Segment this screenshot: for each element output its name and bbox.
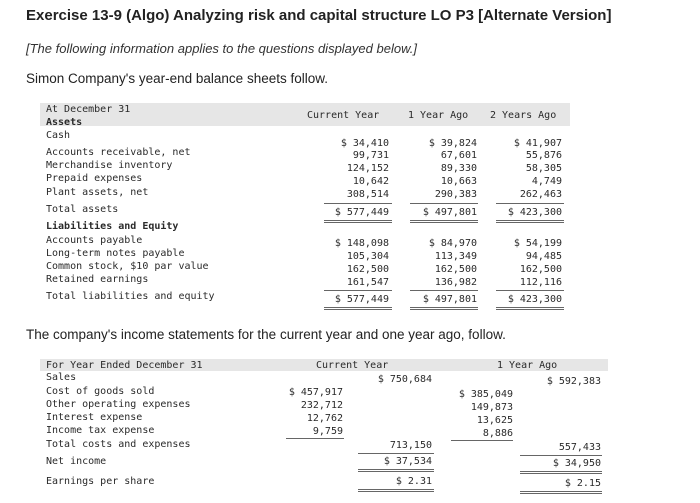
cell-value: $ 497,801 <box>422 207 477 218</box>
cell-value: 4,749 <box>531 176 562 187</box>
subtotal-rule <box>286 438 344 439</box>
col-1-year-ago: 1 Year Ago <box>408 110 469 121</box>
col-1-year-ago: 1 Year Ago <box>497 360 558 371</box>
col-current-year: Current Year <box>316 360 389 371</box>
cell-value: $ 34,410 <box>340 138 389 149</box>
cell-value: 113,349 <box>434 251 477 262</box>
cell-value: $ 577,449 <box>334 207 389 218</box>
cell-value: 12,762 <box>306 413 343 424</box>
cell-value: 162,500 <box>519 264 562 275</box>
cell-value: $ 385,049 <box>458 389 513 400</box>
row-label: Cost of goods sold <box>46 386 155 397</box>
cell-value: 161,547 <box>346 277 389 288</box>
balance-sheet-intro: Simon Company's year-end balance sheets follow. <box>26 71 328 86</box>
assets-heading: Assets <box>46 117 83 128</box>
total-double-rule <box>496 220 564 223</box>
sales-label: Sales <box>46 372 77 383</box>
row-label: Plant assets, net <box>46 187 149 198</box>
total-costs-label: Total costs and expenses <box>46 439 191 450</box>
subtotal-rule <box>324 203 392 204</box>
cell-value: 94,485 <box>525 251 562 262</box>
subtotal-rule <box>324 290 392 291</box>
cell-value: 162,500 <box>346 264 389 275</box>
cell-value: 262,463 <box>519 189 562 200</box>
cell-value: $ 577,449 <box>334 294 389 305</box>
row-label: Total liabilities and equity <box>46 291 215 302</box>
subtotal-rule <box>410 290 478 291</box>
total-double-rule <box>520 471 602 474</box>
income-statement-intro: The company's income statements for the current year and one year ago, follow. <box>26 327 506 342</box>
cell-value: 112,116 <box>519 277 562 288</box>
cell-value: 162,500 <box>434 264 477 275</box>
col-2-years-ago: 2 Years Ago <box>490 110 557 121</box>
cell-value: 105,304 <box>346 251 389 262</box>
cell-value: $ 497,801 <box>422 294 477 305</box>
cell-value: 58,305 <box>525 163 562 174</box>
cell-value: 124,152 <box>346 163 389 174</box>
net-income-label: Net income <box>46 456 107 467</box>
row-label: Total assets <box>46 204 119 215</box>
eps-prior: $ 2.15 <box>564 478 601 489</box>
col-current-year: Current Year <box>307 110 380 121</box>
row-label: Income tax expense <box>46 425 155 436</box>
subtotal-rule <box>451 440 513 441</box>
total-double-rule <box>410 307 478 310</box>
cell-value: 136,982 <box>434 277 477 288</box>
total-double-rule <box>324 220 392 223</box>
subtotal-rule <box>496 290 564 291</box>
cell-value: $ 457,917 <box>288 387 343 398</box>
row-label: Accounts receivable, net <box>46 147 191 158</box>
cell-value: $ 148,098 <box>334 238 389 249</box>
row-label: Common stock, $10 par value <box>46 261 209 272</box>
row-label: Prepaid expenses <box>46 173 143 184</box>
cell-value: 308,514 <box>346 189 389 200</box>
subtotal-rule <box>358 453 434 454</box>
cell-value: 55,876 <box>525 150 562 161</box>
total-double-rule <box>358 489 434 492</box>
cell-value: 232,712 <box>300 400 343 411</box>
bs-col-header: At December 31 <box>46 104 131 115</box>
cell-value: $ 41,907 <box>513 138 562 149</box>
row-label: Interest expense <box>46 412 143 423</box>
row-label: Merchandise inventory <box>46 160 173 171</box>
cell-value: 99,731 <box>352 150 389 161</box>
cell-value: $ 84,970 <box>428 238 477 249</box>
liabilities-heading: Liabilities and Equity <box>46 221 179 232</box>
total-double-rule <box>520 491 602 494</box>
cell-value: $ 54,199 <box>513 238 562 249</box>
row-label: Other operating expenses <box>46 399 191 410</box>
net-income-prior: $ 34,950 <box>552 458 601 469</box>
cell-value: 290,383 <box>434 189 477 200</box>
cell-value: 67,601 <box>440 150 477 161</box>
total-double-rule <box>358 469 434 472</box>
total-double-rule <box>496 307 564 310</box>
cell-value: 10,642 <box>352 176 389 187</box>
total-double-rule <box>410 220 478 223</box>
subtotal-rule <box>410 203 478 204</box>
subtotal-rule <box>496 203 564 204</box>
sales-prior: $ 592,383 <box>546 376 601 387</box>
row-label: Accounts payable <box>46 235 143 246</box>
is-col-header: For Year Ended December 31 <box>46 360 203 371</box>
cell-value: 10,663 <box>440 176 477 187</box>
total-costs-prior: 557,433 <box>558 442 601 453</box>
eps-label: Earnings per share <box>46 476 155 487</box>
row-label: Long-term notes payable <box>46 248 185 259</box>
cell-value: 13,625 <box>476 415 513 426</box>
cell-value: 8,886 <box>482 428 513 439</box>
row-label: Retained earnings <box>46 274 149 285</box>
row-label: Cash <box>46 130 71 141</box>
subtotal-rule <box>520 455 602 456</box>
cell-value: $ 423,300 <box>507 207 562 218</box>
exercise-title: Exercise 13-9 (Algo) Analyzing risk and capital structure LO P3 [Alternate Version] <box>26 7 612 24</box>
cell-value: $ 39,824 <box>428 138 477 149</box>
cell-value: 9,759 <box>312 426 343 437</box>
net-income-current: $ 37,534 <box>383 456 432 467</box>
cell-value: 89,330 <box>440 163 477 174</box>
total-costs-current: 713,150 <box>389 440 432 451</box>
cell-value: 149,873 <box>470 402 513 413</box>
instruction-note: [The following information applies to the questions displayed below.] <box>26 41 417 56</box>
total-double-rule <box>324 307 392 310</box>
cell-value: $ 423,300 <box>507 294 562 305</box>
sales-current: $ 750,684 <box>377 374 432 385</box>
eps-current: $ 2.31 <box>395 476 432 487</box>
